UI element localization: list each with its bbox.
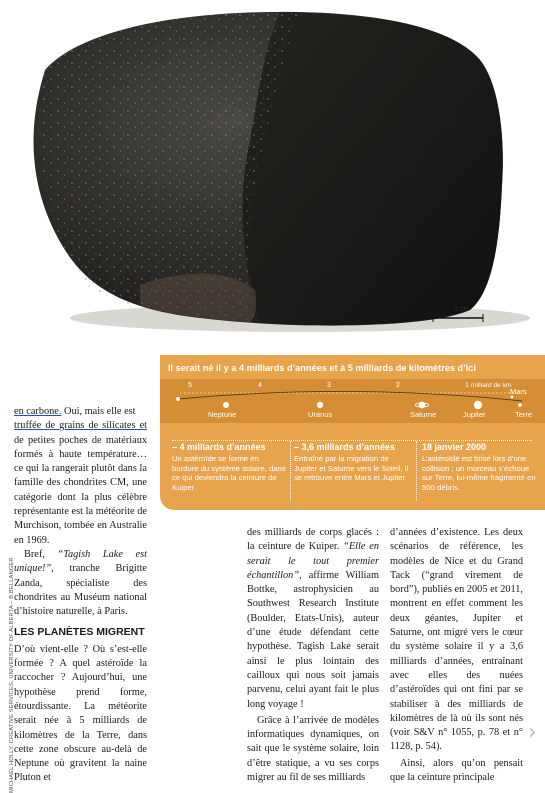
migration-infographic [160,355,545,510]
quote-text: “Tagish Lake est unique!” [14,548,147,575]
body-text: , tranche Brigitte Zanda, spécialiste des chondrites au Muséum national d’histoire naturelle, à Paris. [14,563,147,618]
photo-credit: MICHAEL HOLLY, CREATIVE SERVICES, UNIVERSITY OF ALBERTA – B.BELLANGER [9,557,15,793]
axis-tick: 1 [465,382,469,389]
meteorite-photo [0,0,545,345]
section-heading: LES PLANÈTES MIGRENT [14,626,145,639]
planet-label-neptune: Neptune [208,410,237,419]
planet-label-mars: Mars [510,387,527,396]
divider [290,441,291,501]
article-column-1 [14,405,147,786]
quote-text: “Elle en serait le tout premier échantillon” [247,541,379,581]
axis-tick: 4 [258,382,262,389]
axis-tick: 2 [396,382,400,389]
stage-box-1 [172,443,286,492]
next-page-arrow-icon[interactable]: › [528,720,537,745]
planet-label-saturne: Saturne [410,410,437,419]
annotated-text: truffée de grains de silicates et [14,420,147,432]
stage-text: Entraîné par la migration de Jupiter et Saturne vers le Soleil, il se retrouve entre Mars et Jupiter. [294,454,409,483]
body-text: d’années d’existence. Les deux scénarios de référence, les modèles de Nice et du Grand Tack (“grand virement de bord”), publiés en 2005 et 2011, montrent en effet comment les deux géantes, Jupiter et Saturne, ont migré vers le cœur du système solaire il y a 3,6 milliards d’années, entraînant avec elles des nuées d’astéroïdes qui ont fini par se stabiliser à des milliards de kilomètres de là où ils sont nés (voir S&V n° 1055, p. 78 et n° 1128, p. 54). [390,527,523,753]
article-column-2 [247,526,379,785]
body-text: , affirme William Bottke, astrophysicien au Southwest Research Institute (Boulder, Etats-Unis), auteur d’une étude défendant cette hypothèse. Tagish Lake serait ainsi le plus lointain des cailloux qui nous soit jamais parvenu, celui ayant fait le plus long voyage ! [247,569,379,710]
axis-tick: 3 [327,382,331,389]
axis-unit-label: milliard de km [471,382,512,389]
infographic-title: Il serait né il y a 4 milliards d’années et à 5 milliards de kilomètres d’ici [168,363,476,373]
body-text: Ainsi, alors qu’on pensait que la ceinture principale [390,757,523,784]
stage-box-2 [294,443,412,483]
stage-text: Un astéroïde se forme en bordure du système solaire, dans ce qui deviendra la ceinture de Kuiper. [172,454,286,492]
stage-heading: – 4 milliards d’années [172,442,266,452]
body-text: des milliards de corps glacés : la ceinture de Kuiper. [247,527,379,553]
scale-bar-label: 1 cm [454,306,470,313]
planet-label-terre: Terre [515,410,533,419]
planet-label-jupiter: Jupiter [463,410,486,419]
stage-heading: 18 janvier 2000 [422,442,487,452]
divider [172,440,532,441]
body-text: Grâce à l’arrivée de modèles informatiques dynamiques, on sait que le système solaire, loin d’être statique, a vu ses corps migrer au fil de ses milliards [247,714,379,784]
divider [416,441,417,501]
body-text: de petites poches de matériaux formés à haute température… ce qui la rangerait plutôt dans la famille des chondrites CM, une catégorie dont la plus célèbre représentante est la météorite de Murchison, tombée en Australie en 1969. [14,434,147,546]
body-text: Bref, [24,548,58,560]
stage-box-3 [422,443,538,492]
stage-text: L’astéroïde est brisé lors d’une collision ; un morceau s’échoue sur Terre, lui-même fragmenté en 500 débris. [422,454,536,492]
stage-heading: – 3,6 milliards d’années [294,442,396,452]
annotated-text: en carbone. [14,406,62,417]
axis-tick: 5 [188,382,192,389]
body-text: Oui, mais elle est [61,406,136,417]
distance-timeline [160,379,545,423]
article-column-3 [390,526,523,785]
body-text: D’où vient-elle ? Où s’est-elle formée ? A quel astéroïde la raccocher ? Aujourd’hui, une hypothèse prend forme, étourdissante. La météorite serait née à 5 milliards de kilomètres de la Terre, dans cette zone obscure au-delà de Neptune où gravitent la naine Pluton et [14,643,147,784]
planet-label-uranus: Uranus [308,410,333,419]
